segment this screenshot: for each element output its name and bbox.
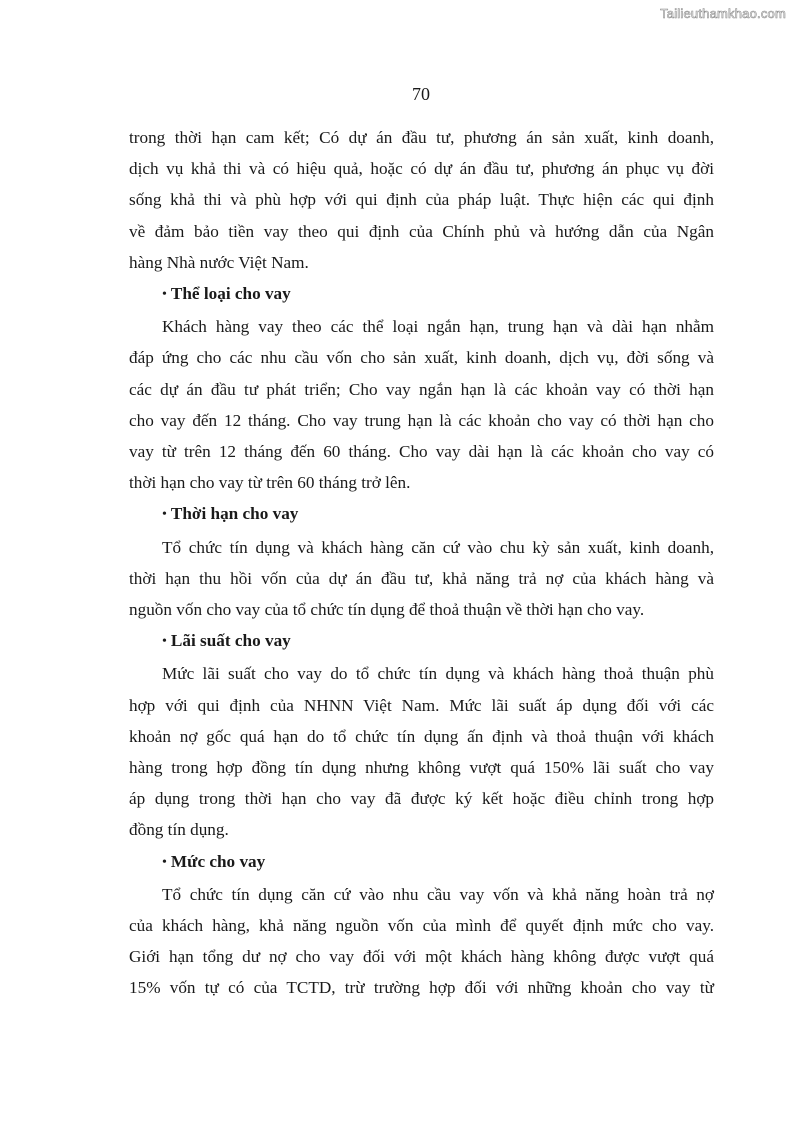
text-line: trong thời hạn cam kết; Có dự án đầu tư, phương án sản xuất, kinh doanh, (129, 128, 714, 147)
text-line: sống khả thi và phù hợp với qui định của pháp luật. Thực hiện các qui định (129, 190, 714, 210)
text-line: các dự án đầu tư phát triển; Cho vay ngắn hạn là các khoản vay có thời hạn (129, 379, 714, 399)
text-line: của khách hàng, khả năng nguồn vốn của mình để quyết định mức cho vay. (129, 916, 714, 936)
text-line: về đảm bảo tiền vay theo qui định của Chính phủ và hướng dẫn của Ngân (129, 221, 714, 241)
watermark-text: Tailieuthamkhao.com (660, 6, 786, 21)
text-line: đáp ứng cho các nhu cầu vốn cho sản xuất, kinh doanh, dịch vụ, đời sống và (129, 348, 714, 368)
text-line: Tổ chức tín dụng và khách hàng căn cứ vào chu kỳ sản xuất, kinh doanh, (162, 537, 714, 557)
text-line: 15% vốn tự có của TCTD, trừ trường hợp đối với những khoản cho vay từ (129, 978, 714, 998)
text-line: hàng Nhà nước Việt Nam. (129, 252, 309, 272)
text-line: đồng tín dụng. (129, 820, 229, 840)
heading-text: Lãi suất cho vay (170, 631, 291, 651)
heading-text: Thời hạn cho vay (170, 504, 299, 524)
document-body (129, 122, 714, 1004)
text-line: hàng trong hợp đồng tín dụng nhưng không vượt quá 150% lãi suất cho vay (129, 758, 714, 778)
paragraph-loan-types (129, 311, 714, 498)
heading-text: Mức cho vay (170, 851, 266, 871)
paragraph-interest-rate (129, 658, 714, 845)
paragraph-eligibility (129, 122, 714, 278)
text-line: Tổ chức tín dụng căn cứ vào nhu cầu vay vốn và khả năng hoàn trả nợ (162, 884, 714, 904)
text-line: vay từ trên 12 tháng đến 60 tháng. Cho vay dài hạn là các khoản cho vay có (129, 442, 714, 462)
heading-interest-rate (129, 625, 714, 658)
text-line: cho vay đến 12 tháng. Cho vay trung hạn là các khoản cho vay có thời hạn cho (129, 410, 714, 430)
bullet-icon: • (162, 634, 167, 650)
paragraph-loan-amount (129, 879, 714, 1004)
text-line: Giới hạn tổng dư nợ cho vay đối với một khách hàng không được vượt quá (129, 947, 714, 967)
heading-text: Thể loại cho vay (170, 284, 291, 304)
bullet-icon: • (162, 287, 167, 303)
text-line: áp dụng trong thời hạn cho vay đã được ký kết hoặc điều chỉnh trong hợp (129, 789, 714, 809)
heading-loan-amount (129, 846, 714, 879)
text-line: nguồn vốn cho vay của tổ chức tín dụng để thoả thuận về thời hạn cho vay. (129, 600, 645, 620)
heading-loan-term (129, 498, 714, 531)
page-number: 70 (412, 84, 430, 104)
heading-loan-types (129, 278, 714, 311)
text-line: thời hạn cho vay từ trên 60 tháng trở lên. (129, 473, 411, 493)
paragraph-loan-term (129, 532, 714, 626)
bullet-icon: • (162, 507, 167, 523)
text-line: khoản nợ gốc quá hạn do tổ chức tín dụng ấn định và thoả thuận với khách (129, 726, 714, 746)
text-line: thời hạn thu hồi vốn của dự án đầu tư, khả năng trả nợ của khách hàng và (129, 568, 714, 588)
text-line: Khách hàng vay theo các thể loại ngắn hạn, trung hạn và dài hạn nhằm (162, 317, 714, 337)
text-line: hợp với qui định của NHNN Việt Nam. Mức lãi suất áp dụng đối với các (129, 695, 714, 715)
text-line: dịch vụ khả thi và có hiệu quả, hoặc có dự án đầu tư, phương án phục vụ đời (129, 159, 714, 179)
text-line: Mức lãi suất cho vay do tổ chức tín dụng và khách hàng thoả thuận phù (162, 664, 714, 684)
bullet-icon: • (162, 854, 167, 870)
